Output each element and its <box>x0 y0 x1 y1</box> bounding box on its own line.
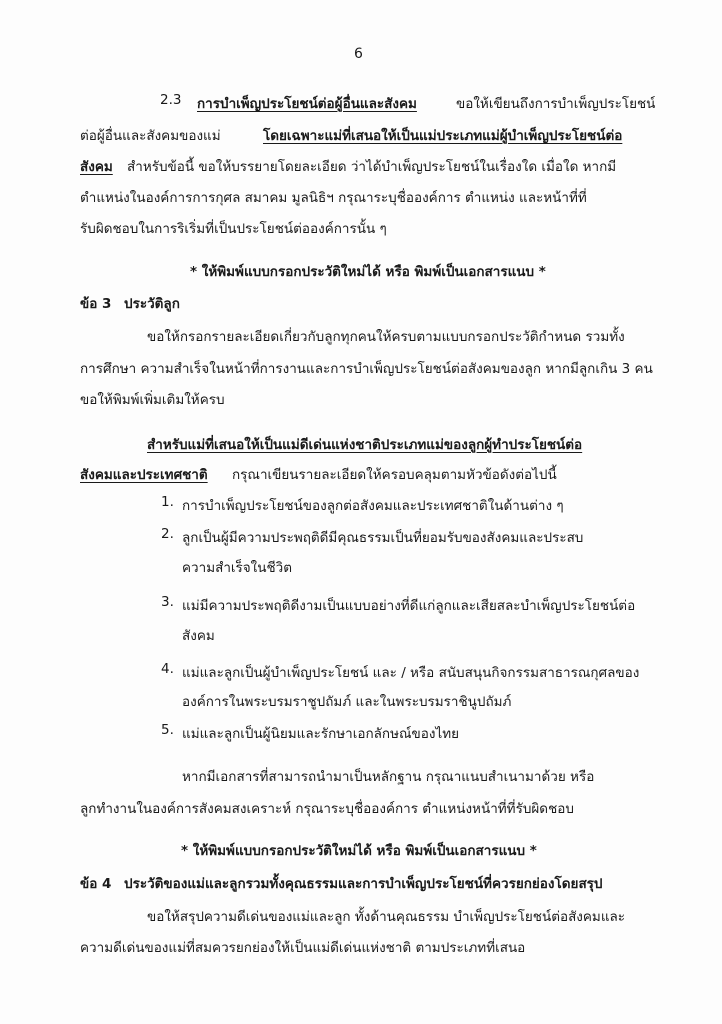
section-2-3-line3-b: สำหรับข้อนี้ ขอให้บรรยายโดยละเอียด ว่าได้บำเพ็ญประโยชน์ในเรื่องใด เมื่อใด หากมี <box>127 159 617 175</box>
list-item-4-text: แม่และลูกเป็นผู้บำเพ็ญประโยชน์ และ / หรือ สนับสนุนกิจกรรมสาธารณกุศลของ <box>182 665 640 681</box>
list-item-4-number: 4. <box>161 661 174 677</box>
list-item-1-text: การบำเพ็ญประโยชน์ของลูกต่อสังคมและประเทศชาติในด้านต่าง ๆ <box>182 498 564 514</box>
section-3-para2-line2-b: กรุณาเขียนรายละเอียดให้ครอบคลุมตามหัวข้อดังต่อไปนี้ <box>232 467 557 483</box>
section-2-3-number: 2.3 <box>160 92 182 108</box>
section-2-3-line4: ตำแหน่งในองค์การการกุศล สมาคม มูลนิธิฯ กรุณาระบุชื่อองค์การ ตำแหน่ง และหน้าที่ที่ <box>80 190 587 206</box>
section-3-para2-line2-a: สังคมและประเทศชาติ <box>80 467 208 483</box>
section-2-3-line2-b: โดยเฉพาะแม่ที่เสนอให้เป็นแม่ประเภทแม่ผู้บำเพ็ญประโยชน์ต่อ <box>263 128 623 144</box>
note-print-form-1: * ให้พิมพ์แบบกรอกประวัติใหม่ได้ หรือ พิมพ์เป็นเอกสารแนบ * <box>190 264 546 280</box>
section-2-3-line3-a: สังคม <box>80 159 113 175</box>
section-3-para2-line1: สำหรับแม่ที่เสนอให้เป็นแม่ดีเด่นแห่งชาติประเภทแม่ของลูกผู้ทำประโยชน์ต่อ <box>147 437 583 453</box>
list-item-1-number: 1. <box>161 494 174 510</box>
section-3-para3-line2: ลูกทำงานในองค์การสังคมสงเคราะห์ กรุณาระบุชื่อองค์การ ตำแหน่งหน้าที่ที่รับผิดชอบ <box>80 801 574 817</box>
section-4-line1: ขอให้สรุปความดีเด่นของแม่และลูก ทั้งด้านคุณธรรม บำเพ็ญประโยชน์ต่อสังคมและ <box>147 909 626 925</box>
section-4-line2: ความดีเด่นของแม่ที่สมควรยกย่องให้เป็นแม่ดีเด่นแห่งชาติ ตามประเภทที่เสนอ <box>80 940 526 956</box>
list-item-2-number: 2. <box>161 526 174 542</box>
section-3-para1-line3: ขอให้พิมพ์เพิ่มเติมให้ครบ <box>80 392 225 408</box>
page-number: 6 <box>354 46 363 62</box>
list-item-3-text: แม่มีความประพฤติดีงามเป็นแบบอย่างที่ดีแก่ลูกและเสียสละบำเพ็ญประโยชน์ต่อ <box>182 598 636 614</box>
section-3-label: ข้อ 3 <box>80 296 112 312</box>
list-item-4-text-cont: องค์การในพระบรมราชูปถัมภ์ และในพระบรมราชินูปถัมภ์ <box>182 694 512 710</box>
section-3-title: ประวัติลูก <box>124 296 180 312</box>
list-item-5-text: แม่และลูกเป็นผู้นิยมและรักษาเอกลักษณ์ของไทย <box>182 726 460 742</box>
section-2-3-line1-rest: ขอให้เขียนถึงการบำเพ็ญประโยชน์ <box>456 96 656 112</box>
section-2-3-line2-a: ต่อผู้อื่นและสังคมของแม่ <box>80 128 221 144</box>
list-item-5-number: 5. <box>161 722 174 738</box>
section-4-label: ข้อ 4 <box>80 876 112 892</box>
section-4-title: ประวัติของแม่และลูกรวมทั้งคุณธรรมและการบำเพ็ญประโยชน์ที่ควรยกย่องโดยสรุป <box>124 876 603 892</box>
list-item-3-number: 3. <box>161 594 174 610</box>
note-print-form-2: * ให้พิมพ์แบบกรอกประวัติใหม่ได้ หรือ พิมพ์เป็นเอกสารแนบ * <box>181 843 537 859</box>
section-3-para1-line2: การศึกษา ความสำเร็จในหน้าที่การงานและการบำเพ็ญประโยชน์ต่อสังคมของลูก หากมีลูกเกิน 3 คน <box>80 361 653 377</box>
section-3-para3-line1: หากมีเอกสารที่สามารถนำมาเป็นหลักฐาน กรุณาแนบสำเนามาด้วย หรือ <box>182 769 595 785</box>
list-item-3-text-cont: สังคม <box>182 628 215 644</box>
section-2-3-line5: รับผิดชอบในการริเริ่มที่เป็นประโยชน์ต่อองค์การนั้น ๆ <box>80 221 387 237</box>
section-2-3-heading: การบำเพ็ญประโยชน์ต่อผู้อื่นและสังคม <box>197 96 417 112</box>
section-3-para1-line1: ขอให้กรอกรายละเอียดเกี่ยวกับลูกทุกคนให้ครบตามแบบกรอกประวัติกำหนด รวมทั้ง <box>147 329 625 345</box>
list-item-2-text-cont: ความสำเร็จในชีวิต <box>182 560 293 576</box>
list-item-2-text: ลูกเป็นผู้มีความประพฤติดีมีคุณธรรมเป็นที่ยอมรับของสังคมและประสบ <box>182 530 584 546</box>
